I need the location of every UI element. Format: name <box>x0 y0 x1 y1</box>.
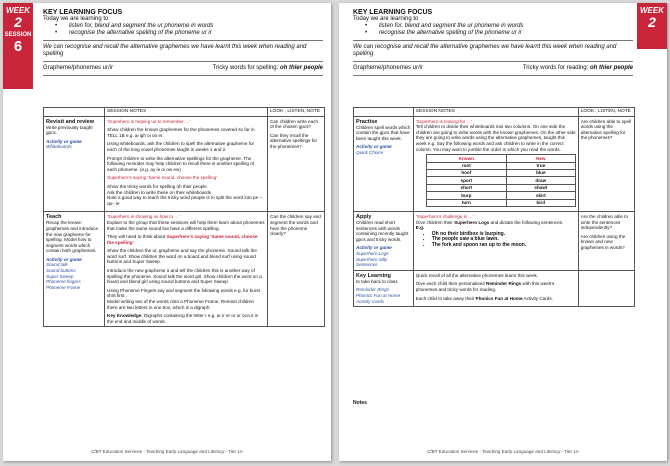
grapheme-value: ur/ir <box>102 65 114 71</box>
superhero-saying: Superhero's saying ‘Same sound, choose the spelling’ <box>107 234 258 245</box>
objective: • recognise the alternative spelling of the phoneme ur ir <box>69 30 323 37</box>
look-note: Are the children able to write the sentences independently? <box>580 214 629 231</box>
table-row <box>44 116 325 212</box>
tricky-value: oh thier people <box>589 65 633 71</box>
left-page <box>3 3 331 461</box>
superhero-line: ‘Superhero is looking for …’ <box>415 118 473 124</box>
note-text-part: They will need to think about <box>107 234 166 240</box>
known-word: short <box>426 184 506 191</box>
divider <box>353 40 633 41</box>
new-word: blue <box>506 169 575 176</box>
objective: • listen for, blend and segment the ur phoneme in words <box>379 23 633 30</box>
new-word: bird <box>506 199 575 206</box>
row-desc: Recap the known graphemes and introduce the new grapheme for spelling. Model how to segment words which contain both graphemes. <box>46 220 99 254</box>
note-text-part: with this week's phonemes and tricky words for reading. <box>415 281 555 292</box>
sentence: • The fork and spoon ran up to the moon. <box>432 243 576 249</box>
reminder-rings: Reminder Rings <box>486 281 522 287</box>
activity: Phoneme fingers <box>46 279 81 285</box>
word-row <box>426 169 575 176</box>
look-note: Can the children say and segment the words and hear the phoneme clearly? <box>270 214 321 237</box>
superhero-line: ‘Superhero's challenge is …’ <box>415 214 474 219</box>
key-knowledge-text: Digraphs containing the letter r e.g. ar ir er or ur occur in the end and middle of words. <box>107 313 259 324</box>
note-text: Model writing two of the words onto a Phoneme Frame. Remind children there are two letters in one box, which is a digraph. <box>107 299 255 310</box>
activity: Quick Choice <box>356 149 384 155</box>
known-new-table <box>426 154 576 207</box>
word-row <box>426 192 575 199</box>
note-text-part: Each child to take away their <box>415 295 475 301</box>
row-title: Practise <box>356 118 378 125</box>
divider <box>43 75 323 76</box>
activity: Whiteboards <box>46 144 72 150</box>
activity: Sentences <box>356 262 378 268</box>
row-title: Apply <box>356 214 372 220</box>
grapheme-label: Grapheme/phonemes <box>43 65 102 71</box>
note-text-part: and dictate the following sentences. <box>490 219 564 225</box>
note-text: Prompt children to write the alternative spellings for the grapheme. The following reminder may help children to recall there is another spelling of each phoneme. (e.g. ay ie oi ow ew) <box>107 155 255 172</box>
new-word: skirt <box>506 192 575 199</box>
sentence-list <box>416 232 576 249</box>
divider <box>353 61 633 62</box>
table-row <box>354 212 635 271</box>
look-note: Are children able to spell words using the alternative spelling for the phonemes? <box>580 118 632 141</box>
table-row <box>354 270 635 306</box>
activity: Phoneme Frame <box>46 284 81 290</box>
activity: Phonics Fun at Home <box>356 292 401 298</box>
note-text <box>107 234 265 245</box>
table-header-blank <box>354 108 414 117</box>
activity-heading: Activity or game <box>46 138 82 144</box>
new-word: true <box>506 162 575 169</box>
new-header: New <box>506 155 575 162</box>
superhero-line: ‘Superhero is helping us to remember …’ <box>107 118 191 124</box>
key-knowledge-label: Key Knowledge: <box>107 313 143 319</box>
note-text: Quick recall of all the alternative phonemes learnt this week. <box>415 272 539 278</box>
row-title: Key Learning <box>356 272 391 279</box>
look-note: Can they recall the alternative spellings for the phonemes? <box>270 132 317 149</box>
note-text: Using whiteboards, ask the children to spell the alternative grapheme for each of the long vowel phonemes taught in weeks 1 and 2. <box>107 141 255 152</box>
divider <box>353 75 633 76</box>
row-title: Teach <box>46 214 62 221</box>
session-table <box>43 107 325 327</box>
grapheme-line <box>353 65 633 72</box>
activity: Activity Cards <box>356 298 385 304</box>
note-text: Show the tricky words for spelling oh thier people <box>107 183 207 189</box>
session-label: SESSION <box>4 32 32 38</box>
known-word: hoof <box>426 169 506 176</box>
week-session-tab <box>3 3 33 89</box>
word-row <box>426 177 575 184</box>
phonics-fun: Phonics Fun at Home <box>475 295 523 301</box>
activity-heading: Activity or game <box>356 245 392 251</box>
divider <box>43 61 323 62</box>
superhero-logs: Superhero Logs <box>454 219 490 225</box>
table-header-look: LOOK , LISTEN, NOTE <box>268 108 325 117</box>
week-label: WEEK <box>640 6 664 15</box>
right-page <box>339 3 667 461</box>
row-desc: Children spell words which contain the gpcs that have been taught this week. <box>356 124 411 141</box>
note-text: Tell children to divide their whiteboards into two columns. On one side the children are going to write words with the known graphemes. On the other side they are going to write words using the alternative graphemes, taught this week e.g. Say the following words and ask children to write in the correct column. You may want to jumble the order in which you read the words. <box>415 124 576 152</box>
tricky-label: Tricky words for reading: <box>522 65 589 71</box>
week-number: 2 <box>14 14 22 30</box>
session-number: 6 <box>13 38 23 55</box>
note-text: Note a good way to teach the tricky word people is to split the word into pe –op– le <box>107 195 262 206</box>
known-word: burp <box>426 192 506 199</box>
note-text-part: Give children their <box>415 219 453 225</box>
row-title: Revisit and review <box>46 118 94 125</box>
objective: • listen for, blend and segment the ur phoneme in words <box>69 23 323 30</box>
page-footer: CfBT Education Services - Teaching Early Language and Literacy - Tier 1A <box>427 449 579 454</box>
week-number: 2 <box>648 14 656 30</box>
tricky-label: Tricky words for spelling: <box>212 65 279 71</box>
tricky-value: oh thier people <box>279 65 323 71</box>
superhero-line: ‘Superhero is showing us how to …’ <box>107 214 181 220</box>
table-header-look: LOOK , LISTEN, NOTE <box>578 108 634 117</box>
grapheme-label: Grapheme/phonemes <box>353 65 412 71</box>
known-header: Known <box>426 155 506 162</box>
table-header-notes: SESSION NOTES <box>105 108 268 117</box>
week-label: WEEK <box>6 6 30 15</box>
activity-heading: Activity or game <box>356 144 392 150</box>
objectives-list <box>353 23 633 37</box>
word-row <box>426 184 575 191</box>
activity: Reminder Rings <box>356 287 389 293</box>
new-word: shawl <box>506 184 575 191</box>
table-header-notes: SESSION NOTES <box>413 108 578 117</box>
word-row <box>426 162 575 169</box>
page-footer: CfBT Education Services - Teaching Early Language and Literacy - Tier 1A <box>91 449 243 454</box>
focus-line: We can recognise and recall the alternative graphemes we have learnt this week when reading and spelling <box>353 44 617 57</box>
row-desc: Write previously taught gpcs. <box>46 124 93 136</box>
heading: KEY LEARNING FOCUS <box>353 9 433 16</box>
activity: Superhero Logs <box>356 250 389 256</box>
note-text: Ask the children to write these on their whiteboards <box>107 189 211 195</box>
note-text-part: Give each child their personalised <box>415 281 485 287</box>
learning-intro: Today we are learning to <box>353 16 419 22</box>
note-text: Introduce the new grapheme ir and tell the children this is another way of spelling the phoneme. Sound talk the word girl. Show children the word on a board and blend girl using sound buttons and Super Sweep. <box>107 268 262 285</box>
activity: Sound buttons <box>46 268 76 274</box>
divider <box>43 40 323 41</box>
superhero-saying: Superhero's saying ‘Same sound, choose the spelling’ <box>107 175 218 181</box>
grapheme-line <box>43 65 323 72</box>
sentence: • Oh no their birdbox is burping. <box>432 232 576 238</box>
eg-label: E.g. <box>415 225 425 231</box>
note-text: Show children the known graphemes for the phonemes covered so far in TELL 1B e.g. ai igh oi oo er. <box>107 127 255 138</box>
known-word: root <box>426 162 506 169</box>
look-note: Are children using the known and new graphemes in words? <box>580 233 626 250</box>
objectives-list <box>43 23 323 37</box>
note-text: Show the children the ur, grapheme and say the phoneme. Sound talk the word surf. Show children the word on a board and blend surf using sound buttons and Super Sweep. <box>107 248 257 265</box>
table-row <box>44 212 325 327</box>
new-word: draw <box>506 177 575 184</box>
week-tab <box>637 3 667 49</box>
grapheme-value: ur/ir <box>412 65 424 71</box>
known-word: turn <box>426 199 506 206</box>
activity: Super Sweep <box>46 273 74 279</box>
note-text-part: Activity Cards. <box>523 295 553 301</box>
row-desc: to take back to class <box>356 278 398 284</box>
key-learning-header <box>353 9 633 79</box>
objective: • recognise the alternative spelling of the phoneme ur ir <box>379 30 633 37</box>
note-text: Using Phoneme Fingers say and segment the following words e.g. fur burst shirt first . <box>107 287 260 299</box>
session-table <box>353 107 635 307</box>
row-desc: Children read short sentences with words containing recently taught gpcs and tricky words. <box>356 220 409 242</box>
learning-intro: Today we are learning to <box>43 16 109 22</box>
word-row <box>426 199 575 206</box>
activity: Sound talk <box>46 262 68 268</box>
activity: Superhero Silly <box>356 256 388 262</box>
notes-label: Notes <box>353 400 367 406</box>
heading: KEY LEARNING FOCUS <box>43 9 123 16</box>
look-note: Can children write each of the chosen gpcs? <box>270 118 319 130</box>
note-text: Explain to the group that these sessions will help them learn about phonemes that make the same sound but have a different spelling. <box>107 219 265 231</box>
focus-line: We can recognise and recall the alternative graphemes we have learnt this week when reading and spelling <box>43 44 307 57</box>
activity-heading: Activity or game <box>46 256 82 262</box>
table-header-blank <box>44 108 105 117</box>
sentence: • The people saw a blue lawn. <box>432 237 576 243</box>
key-learning-header <box>43 9 323 79</box>
known-word: sport <box>426 177 506 184</box>
table-row <box>354 116 635 211</box>
